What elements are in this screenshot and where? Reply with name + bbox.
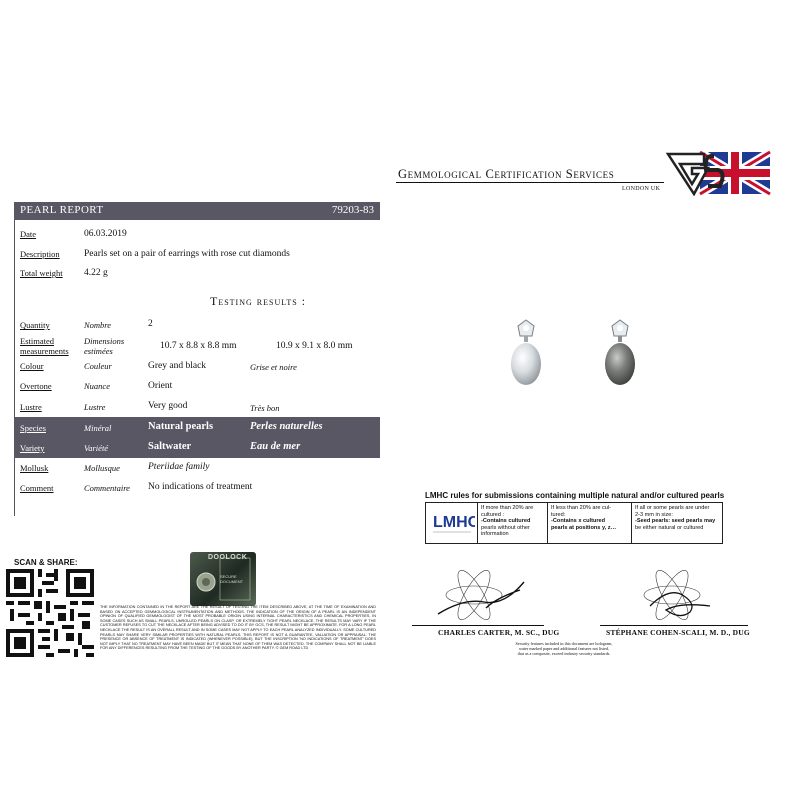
lab-location: LONDON UK	[622, 186, 661, 192]
species-label: Species	[20, 423, 46, 433]
lmhc-rule-1-line: cultured :	[481, 511, 505, 518]
lmhc-rule-3	[632, 503, 722, 543]
measurements-value-1: 10.7 x 8.8 x 8.8 mm	[160, 341, 237, 351]
colour-value: Grey and black	[148, 361, 207, 371]
species-value-fr: Perles naturelles	[250, 421, 323, 432]
comment-value: No indications of treatment	[148, 482, 253, 492]
lmhc-table	[425, 502, 723, 544]
colour-value-fr: Grise et noire	[250, 362, 297, 372]
lmhc-rule-1-line: information	[481, 531, 509, 538]
variety-label: Variety	[20, 443, 45, 453]
lmhc-logo-icon	[429, 505, 475, 539]
hologram-brand: DOOLOCK	[208, 554, 248, 561]
union-flag-icon	[664, 150, 772, 196]
quantity-label: Quantity	[20, 320, 50, 330]
signature-line	[600, 625, 748, 626]
signature-right	[620, 566, 730, 624]
date-label: Date	[20, 229, 37, 239]
signature-line	[412, 625, 544, 626]
overtone-label: Overtone	[20, 381, 52, 391]
report-header-bar	[14, 202, 380, 220]
measurements-label-fr-1: Dimensions	[84, 336, 125, 346]
measurements-label-fr-2: estimées	[84, 346, 113, 356]
atom-seal-icon	[620, 566, 730, 624]
species-value: Natural pearls	[148, 421, 214, 432]
lmhc-rule-1-line: -Contains cultured	[481, 518, 531, 525]
signatory-left: CHARLES CARTER, M. SC., DUG	[438, 628, 560, 637]
weight-label: Total weight	[20, 268, 63, 278]
lab-name: Gemmological Certification Services	[398, 167, 615, 181]
pearl-earring-icon	[600, 318, 640, 390]
left-rule	[14, 220, 15, 516]
lmhc-rule-3-line: be either natural or cultured	[635, 524, 704, 531]
description-value: Pearls set on a pair of earrings with rose cut diamonds	[84, 249, 290, 259]
lmhc-rule-2	[548, 503, 632, 543]
security-line: water marked paper and additional features not listed,	[519, 646, 609, 651]
signatory-right: STÉPHANE COHEN-SCALI, M. D., DUG	[606, 628, 750, 637]
comment-label: Comment	[20, 483, 54, 493]
colour-label: Colour	[20, 361, 44, 371]
lmhc-rule-1	[478, 503, 548, 543]
lmhc-rule-3-line: -Seed pearls: seed pearls may	[635, 518, 716, 525]
lmhc-rule-3-line: 2-3 mm in size:	[635, 511, 673, 518]
lustre-value-fr: Très bon	[250, 403, 280, 413]
report-title: PEARL REPORT	[20, 204, 104, 216]
date-value: 06.03.2019	[84, 229, 127, 239]
mollusk-label-fr: Mollusque	[84, 463, 120, 473]
hologram-sticker	[190, 552, 256, 606]
quantity-value: 2	[148, 319, 153, 329]
qr-code[interactable]	[6, 569, 94, 657]
testing-results-title: Testing results :	[210, 294, 307, 308]
lustre-value: Very good	[148, 401, 188, 411]
mollusk-label: Mollusk	[20, 463, 49, 473]
atom-seal-icon	[424, 568, 544, 622]
background-band	[0, 0, 800, 118]
weight-value: 4.22 g	[84, 268, 108, 278]
comment-label-fr: Commentaire	[84, 483, 130, 493]
lmhc-rule-1-line: If more than 20% are	[481, 505, 534, 511]
overtone-value: Orient	[148, 381, 173, 391]
signature-left	[424, 568, 544, 622]
lmhc-title: LMHC rules for submissions containing multiple natural and/or cultured pearls	[425, 491, 725, 500]
earring-photo-left	[506, 318, 546, 390]
report-number: 79203-83	[331, 204, 374, 216]
description-label: Description	[20, 249, 60, 259]
lustre-label: Lustre	[20, 402, 42, 412]
lmhc-rule-2-line: tured:	[551, 511, 566, 518]
measurements-label-2: measurements	[20, 346, 69, 356]
security-note	[488, 641, 640, 656]
lmhc-rule-1-line: pearls without other	[481, 524, 530, 531]
security-line: that as a composite, exceed industry security standards.	[517, 651, 611, 656]
lmhc-rule-3-line: If all or some pearls are under	[635, 505, 710, 511]
earring-photo-right	[600, 318, 640, 390]
lustre-label-fr: Lustre	[84, 402, 106, 412]
quantity-label-fr: Nombre	[84, 320, 112, 330]
lmhc-rule-2-line: If less than 20% are cul-	[551, 505, 612, 511]
disclaimer-text: THE INFORMATION CONTAINED IN THE REPORT ARE THE RESULT OF TESTING THE ITEM DESCRIBED ABOVE, AT THE TIME OF EXAMINATION AND BASED ON ACCEPTED GEMMOLOGICAL INSTRUMENTATION AND METHODS. THE INDICATION OF THE ORIGIN OF A PEARL IS AN INDEPENDENT OPINION OF QUALIFIED GEMMOLOGIST OF THE MOST PROBABLE ORIGIN USING INTERNAL CHARACTERISTICS AND CHEMICAL PROPERTIES. IN SOME CASES SUCH AS SMALL PEARLS, UNROLLED PEARLS ON CLASP, OR EXTREMELY TIGHT PEARL NECKLACE, THE RESULTS MAY VARY IF THE CUSTOMER REFUSES TO CUT THE NECKLACE AFTER BEING ADVISED TO DO IT BY GCS, THE RESULT MIGHT BE APPROXIMATE. FOR A LONG PEARL NECKLACE THE RESULT IS AN OVERALL RESULT AND IN SOME CASES MAY NOT APPLY TO EACH PEARL ANALYZED INDIVIDUALLY. SOME CULTURED PEARLS MAY SHARE VERY SIMILAR PROPERTIES WITH NATURAL PEARLS. THIS REPORT IS NOT A GUARANTEE, VALUATION OR APPRAISAL. THE PRESENCE OR ABSENCE OF TREATMENT IS INDICATED (WHENEVER POSSIBLE), BUT THE INSCRIPTION 'NO INDICATIONS OF TREATMENT' DOES NOT IMPLY THAT NO TREATMENT MAY HAVE BEEN MADE BUT IT MEAN THAT NONE OF THEM WAS DETECTED. THE COMPANY SHALL NOT BE LIABLE FOR ANY DIFFERENCES RESULTING FROM THE TESTING OF THE GOODS BY ANOTHER PARTY. © GEM ROAD LTD	[100, 605, 376, 651]
measurements-label-1: Estimated	[20, 336, 54, 346]
variety-label-fr: Variété	[84, 443, 109, 453]
pearl-earring-icon	[506, 318, 546, 390]
mollusk-value: Pteriidae family	[148, 462, 210, 472]
divider	[396, 182, 664, 183]
scan-share-label: SCAN & SHARE:	[14, 558, 78, 567]
hologram-caption: SECURE DOCUMENT	[220, 574, 244, 584]
species-label-fr: Minéral	[84, 423, 112, 433]
colour-label-fr: Couleur	[84, 361, 112, 371]
variety-value-fr: Eau de mer	[250, 441, 301, 452]
svg-text:LMHC: LMHC	[433, 514, 475, 531]
qr-code-icon	[6, 569, 94, 657]
overtone-label-fr: Nuance	[84, 381, 110, 391]
security-line: Security features included in this document are hologram,	[515, 641, 613, 646]
lmhc-logo	[426, 503, 478, 543]
gcs-logo	[664, 150, 772, 196]
variety-value: Saltwater	[148, 441, 192, 452]
lmhc-rule-2-line: -Contains x cultured	[551, 518, 606, 525]
measurements-value-2: 10.9 x 9.1 x 8.0 mm	[276, 341, 353, 351]
lmhc-rule-2-line: pearls at positions y, z…	[551, 524, 617, 531]
